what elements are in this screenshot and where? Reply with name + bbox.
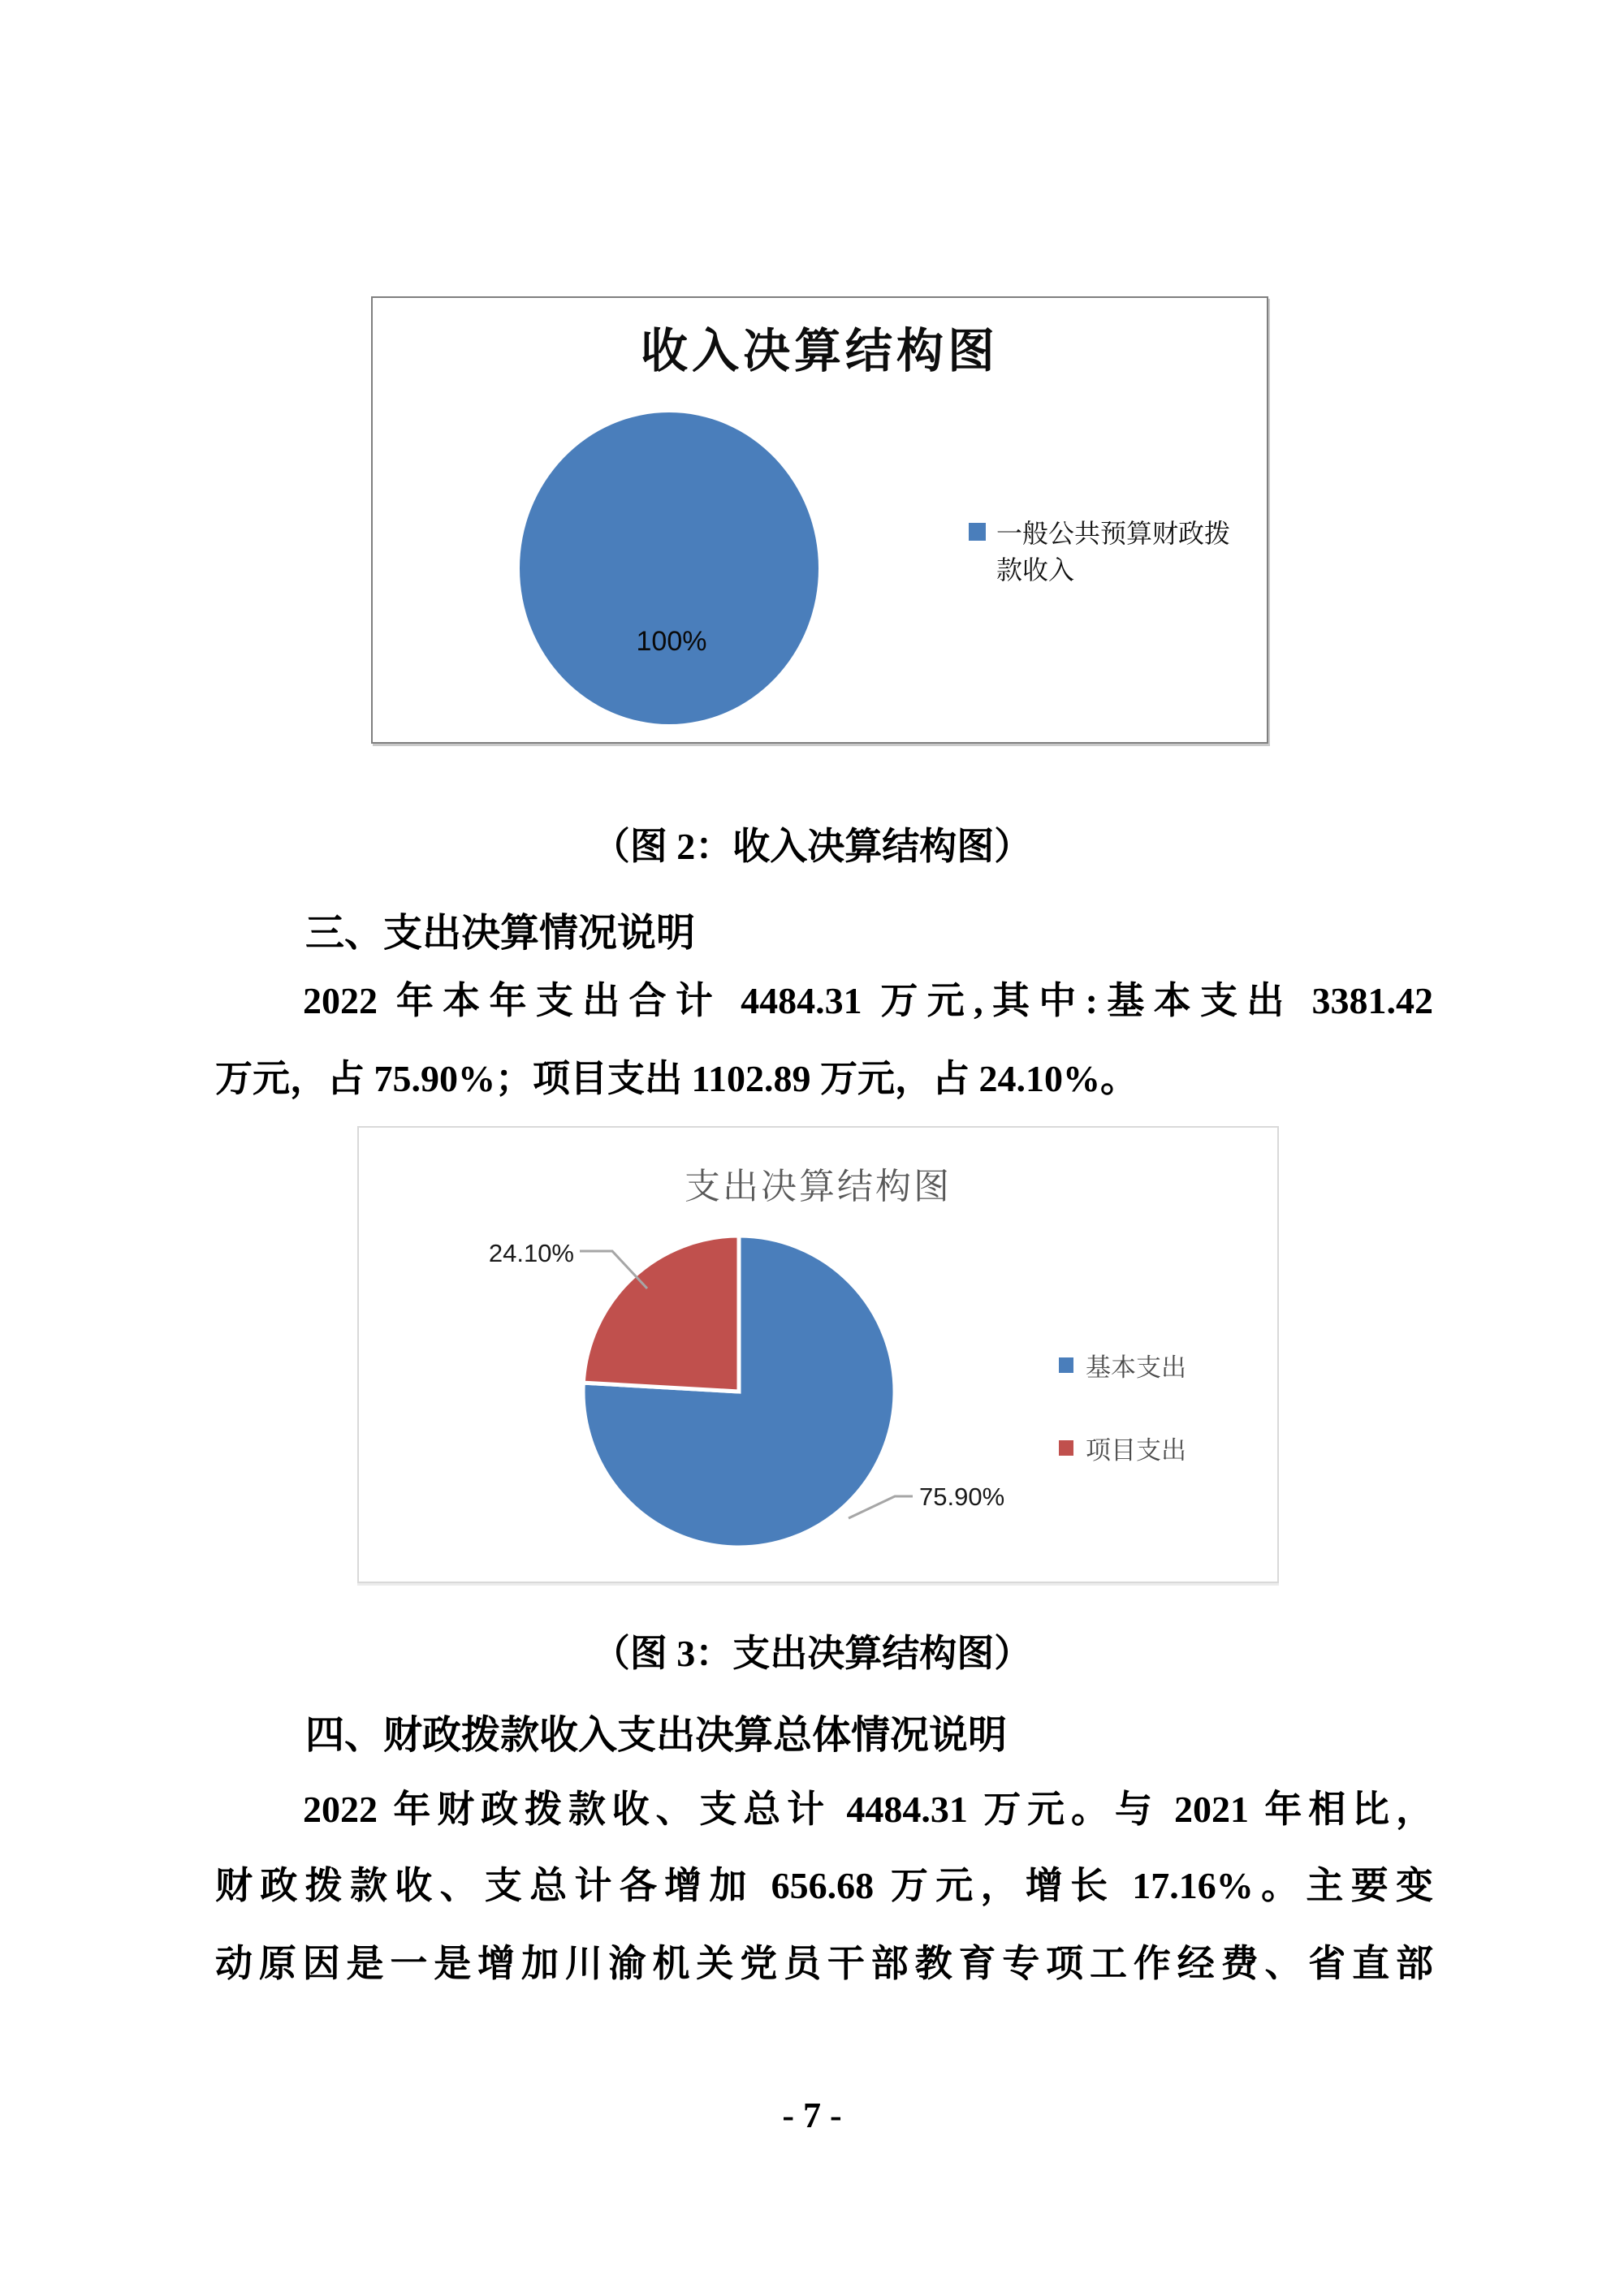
income-legend-label: 一般公共预算财政拨款收入 xyxy=(996,519,1231,585)
expense-legend-item-basic xyxy=(1059,1349,1186,1381)
legend-swatch-project-icon xyxy=(1059,1440,1073,1456)
expense-project-data-label: 24.10% xyxy=(488,1239,574,1267)
legend-swatch-basic-icon xyxy=(1059,1357,1073,1373)
figure3-caption: （图 3：支出决算结构图） xyxy=(592,1633,1032,1674)
income-chart-frame xyxy=(371,296,1268,744)
income-pie-data-label: 100% xyxy=(636,626,707,657)
section3-paragraph-line1: 2022 年本年支出合计 4484.31 万元,其中:基本支出 3381.42 xyxy=(303,980,1433,1021)
section4-heading: 四、财政拨款收入支出决算总体情况说明 xyxy=(305,1714,1008,1757)
basic-legend-label: 基本支出 xyxy=(1086,1353,1186,1382)
expense-chart-frame xyxy=(357,1126,1279,1583)
section3-heading: 三、支出决算情况说明 xyxy=(305,912,696,955)
section4-paragraph-line1: 2022 年财政拨款收、支总计 4484.31 万元。与 2021 年相比， xyxy=(303,1789,1434,1830)
expense-basic-data-label: 75.90% xyxy=(919,1482,1005,1511)
expense-chart-title: 支出决算结构图 xyxy=(685,1167,952,1206)
section4-paragraph-line2: 财政拨款收、支总计各增加 656.68 万元，增长 17.16%。主要变 xyxy=(215,1865,1433,1906)
page-number: - 7 - xyxy=(782,2095,842,2135)
income-chart-title: 收入决算结构图 xyxy=(640,325,999,378)
basic-slice-leader-line xyxy=(849,1496,913,1518)
expense-legend-item-project xyxy=(1059,1431,1186,1464)
legend-swatch-income-icon xyxy=(969,523,986,541)
income-chart-legend xyxy=(969,516,1250,589)
income-pie-slice-total xyxy=(520,412,818,724)
project-legend-label: 项目支出 xyxy=(1086,1435,1186,1465)
section3-paragraph-line2: 万元，占 75.90%；项目支出 1102.89 万元，占 24.10%。 xyxy=(215,1058,1138,1099)
section4-paragraph-line3: 动原因是一是增加川渝机关党员干部教育专项工作经费、省直部 xyxy=(215,1943,1433,1984)
figure2-caption: （图 2：收入决算结构图） xyxy=(592,826,1032,867)
expense-pie-slice-project xyxy=(583,1236,739,1392)
